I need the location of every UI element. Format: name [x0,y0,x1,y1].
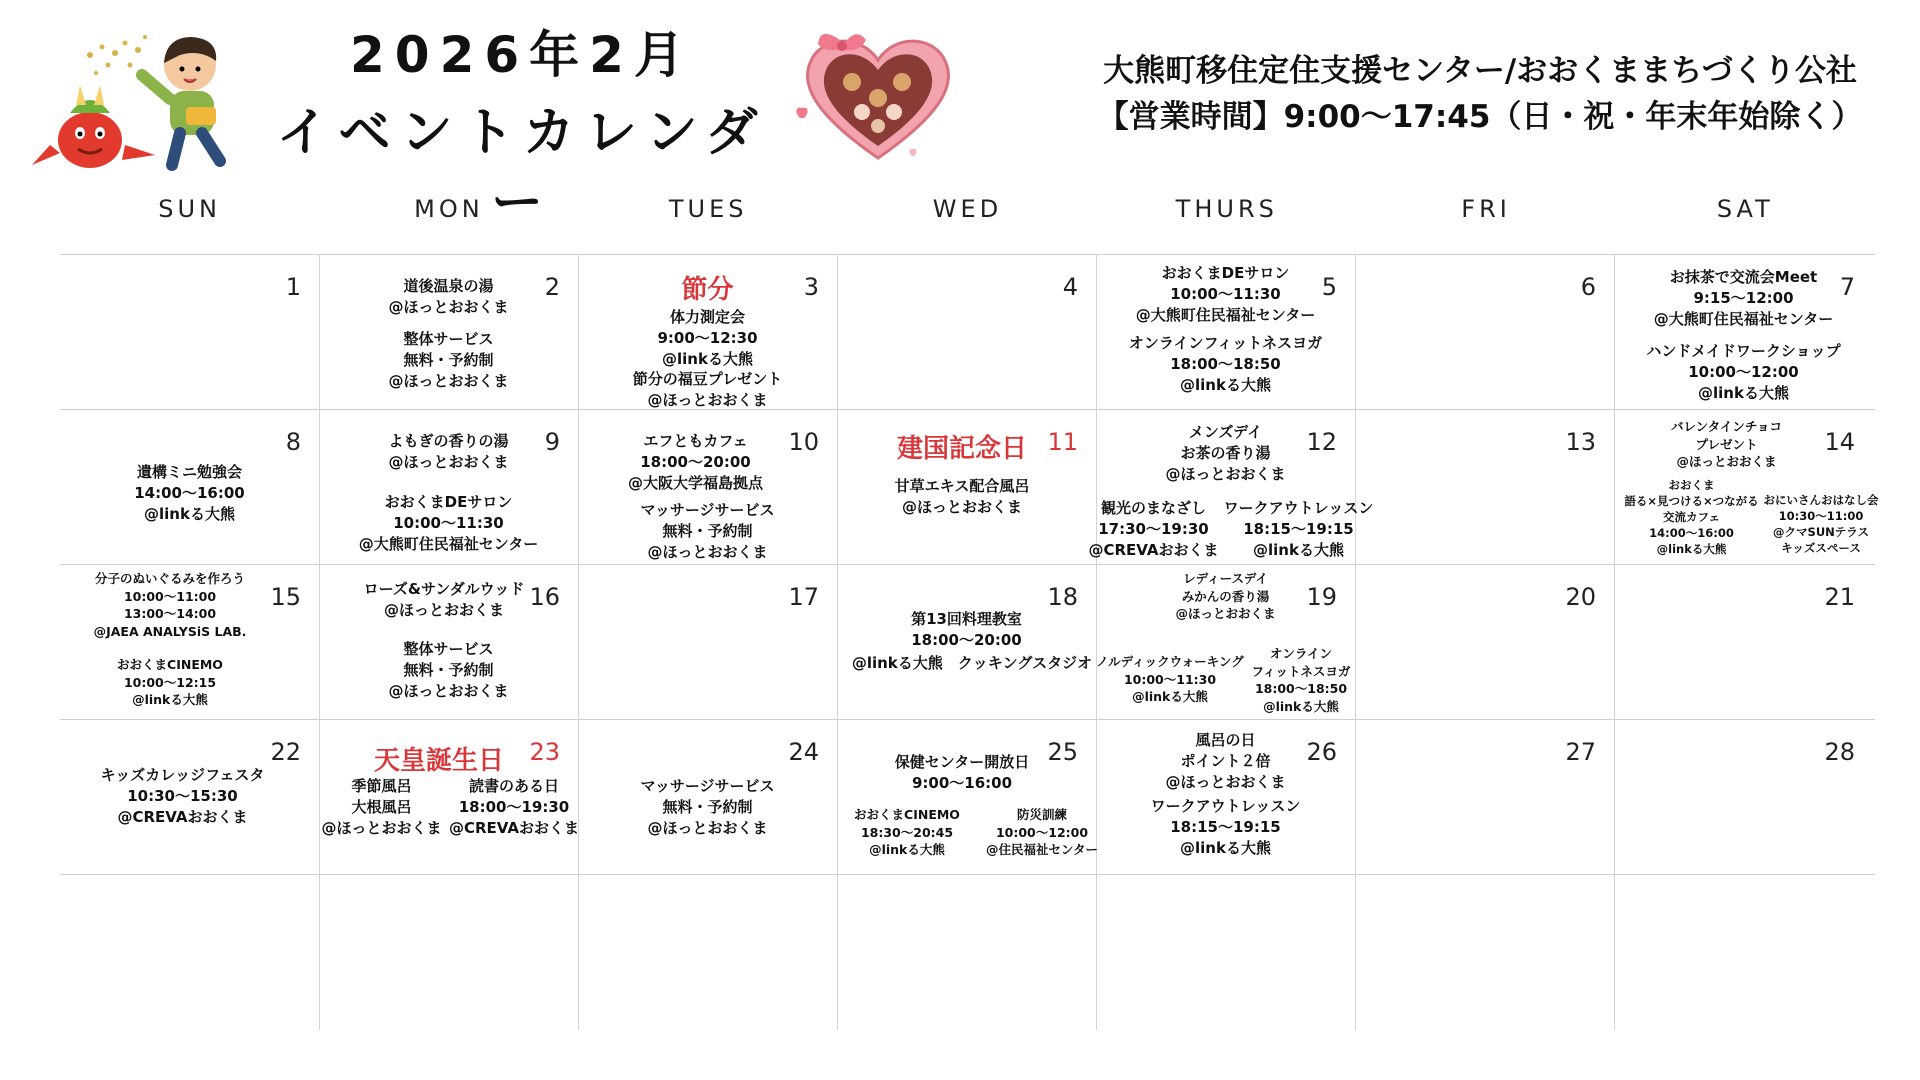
day-number: 28 [1824,738,1855,766]
day-number: 23 [529,738,560,766]
day-cell-27 [1355,720,1614,875]
event-cooking-class: 第13回料理教室 18:00〜20:00 [911,610,1022,649]
day-number: 17 [788,583,819,611]
organization-name: 大熊町移住定住支援センター/おおくままちづくり公社 [1103,53,1857,89]
day-cell-2 [319,255,578,410]
event-online-yoga: オンライン フィットネスヨガ 18:00〜18:50 @linkる大熊 [1251,646,1351,714]
event-handmade-workshop: ハンドメイドワークショップ 10:00〜12:00 @linkる大熊 [1646,342,1841,402]
weekday-thu: THURS [1175,195,1278,223]
calendar-grid [60,254,1879,1029]
event-bath-day: 風呂の日 ポイント２倍 @ほっとおおくま [1165,731,1286,791]
day-number: 24 [788,738,819,766]
day-cell-8 [60,410,319,565]
day-cell-17 [578,565,837,720]
day-cell-18 [837,565,1096,720]
event-exchange-cafe: おおくま 語る×見つける×つながる 交流カフェ 14:00〜16:00 @linkる大熊 [1624,478,1759,556]
day-number: 25 [1047,738,1078,766]
title-event-calendar: イベントカレンダー [276,103,768,233]
event-seitai: 整体サービス 無料・予約制 @ほっとおおくま [388,330,509,390]
day-number: 2 [544,273,560,301]
day-number: 13 [1565,428,1596,456]
event-eftomo-cafe: エフともカフェ 18:00〜20:00 @大阪大学福島拠点 [627,432,763,492]
day-number: 21 [1824,583,1855,611]
setsubun-bean-throwing-illustration [30,25,255,175]
event-licorice-bath: 甘草エキス配合風呂 @ほっとおおくま [894,477,1030,516]
event-cinemo: おおくまCINEMO 10:00〜12:15 @linkる大熊 [117,657,223,707]
holiday-label: 建国記念日 [896,434,1027,464]
day-cell-23 [319,720,578,875]
weekday-sun: SUN [158,195,222,223]
event-valentine-present: バレンタインチョコ プレゼント @ほっとおおくま [1670,419,1783,469]
day-number: 18 [1047,583,1078,611]
title-month: 2026年2月 [350,26,694,84]
weekday-wed: WED [932,195,1003,223]
day-cell-4 [837,255,1096,410]
day-number: 7 [1839,273,1855,301]
day-cell-26 [1096,720,1355,875]
day-number: 15 [270,583,301,611]
day-cell-1 [60,255,319,410]
day-number: 9 [544,428,560,456]
day-cell-15 [60,565,319,720]
day-number: 16 [529,583,560,611]
weekday-tue: TUES [668,195,748,223]
day-cell-10 [578,410,837,565]
day-cell-12 [1088,410,1374,565]
event-nordic-walking: ノルディックウォーキング 10:00〜11:30 @linkる大熊 [1096,654,1244,704]
weekday-header-row [60,195,1875,235]
day-cell-7 [1614,255,1873,410]
day-number: 3 [803,273,819,301]
day-number: 6 [1580,273,1596,301]
business-hours: 【営業時間】9:00〜17:45（日・祝・年末年始除く） [1097,99,1863,135]
event-fitness-test: 体力測定会 9:00〜12:30 @linkる大熊 [657,308,758,368]
day-cell-22 [60,720,319,875]
event-salon: おおくまDEサロン 10:00〜11:30 @大熊町住民福祉センター [358,493,539,553]
event-rose-bath: ローズ&サンダルウッド @ほっとおおくま [363,580,525,619]
day-number: 26 [1306,738,1337,766]
event-online-yoga: オンラインフィットネスヨガ 18:00〜18:50 @linkる大熊 [1128,334,1323,394]
event-mens-day: メンズデイ お茶の香り湯 @ほっとおおくま [1165,423,1286,483]
event-yomogi-bath: よもぎの香りの湯 @ほっとおおくま [388,432,509,471]
day-cell-25 [837,720,1096,875]
event-ruins-study: 遺構ミニ勉強会 14:00〜16:00 @linkる大熊 [134,463,245,523]
day-number: 10 [788,428,819,456]
day-number: 22 [270,738,301,766]
organization-info [1040,48,1920,140]
day-number: 19 [1306,583,1337,611]
event-health-center-open: 保健センター開放日 9:00〜16:00 [894,753,1030,792]
holiday-label: 節分 [681,275,734,305]
event-molecule-plush: 分子のぬいぐるみを作ろう 10:00〜11:00 13:00〜14:00 @JAEA ANALYSiS LAB. [93,571,247,639]
event-salon: おおくまDEサロン 10:00〜11:30 @大熊町住民福祉センター [1135,264,1316,324]
day-cell-28 [1614,720,1873,875]
day-cell-5 [1096,255,1355,410]
event-tourism-gaze: 観光のまなざし 17:30〜19:30 @CREVAおおくま [1088,499,1219,559]
day-number: 8 [285,428,301,456]
event-beans-present: 節分の福豆プレゼント @ほっとおおくま [632,370,783,409]
event-disaster-drill: 防災訓練 10:00〜12:00 @住民福祉センター [985,807,1098,857]
weekday-sat: SAT [1716,195,1774,223]
day-number: 14 [1824,428,1855,456]
day-number: 20 [1565,583,1596,611]
day-cell-6 [1355,255,1614,410]
day-cell-11 [837,410,1096,565]
event-matcha-meet: お抹茶で交流会Meet 9:15〜12:00 @大熊町住民福祉センター [1653,268,1834,328]
event-kids-college: キッズカレッジフェスタ 10:30〜15:30 @CREVAおおくま [100,766,265,826]
event-massage: マッサージサービス 無料・予約制 @ほっとおおくま [640,777,775,837]
event-massage: マッサージサービス 無料・予約制 @ほっとおおくま [640,501,775,561]
event-seitai: 整体サービス 無料・予約制 @ほっとおおくま [388,640,509,700]
event-workout-lesson: ワークアウトレッスン 18:15〜19:15 @linkる大熊 [1150,797,1301,857]
weekday-fri: FRI [1461,195,1511,223]
day-cell-13 [1355,410,1614,565]
day-cell-9 [319,410,578,565]
day-cell-14 [1614,410,1879,565]
day-number: 11 [1047,428,1078,456]
day-number: 27 [1565,738,1596,766]
day-number: 12 [1306,428,1337,456]
day-number: 5 [1321,273,1337,301]
event-storytelling: おにいさんおはなし会 10:30〜11:00 @クマSUNテラス キッズスペース [1763,493,1879,555]
day-cell-24 [578,720,837,875]
day-number: 4 [1062,273,1078,301]
event-ladies-day: レディースデイ みかんの香り湯 @ほっとおおくま [1175,571,1276,621]
day-cell-20 [1355,565,1614,720]
day-cell-19 [1096,565,1355,720]
day-cell-21 [1614,565,1873,720]
event-bath: 道後温泉の湯 @ほっとおおくま [388,277,509,316]
event-cooking-location: @linkる大熊 クッキングスタジオ [851,654,1093,672]
holiday-label: 天皇誕生日 [373,746,504,776]
event-reading-day: 読書のある日 18:00〜19:30 @CREVAおおくま [448,777,579,837]
event-workout-lesson: ワークアウトレッスン 18:15〜19:15 @linkる大熊 [1223,499,1374,559]
valentine-chocolate-box-illustration [790,18,965,168]
day-number: 1 [285,273,301,301]
day-cell-3 [578,255,837,410]
event-daikon-bath: 季節風呂 大根風呂 @ほっとおおくま [321,777,442,837]
day-cell-16 [319,565,578,720]
event-cinemo: おおくまCINEMO 18:30〜20:45 @linkる大熊 [854,807,960,857]
weekday-mon: MON [414,195,484,223]
